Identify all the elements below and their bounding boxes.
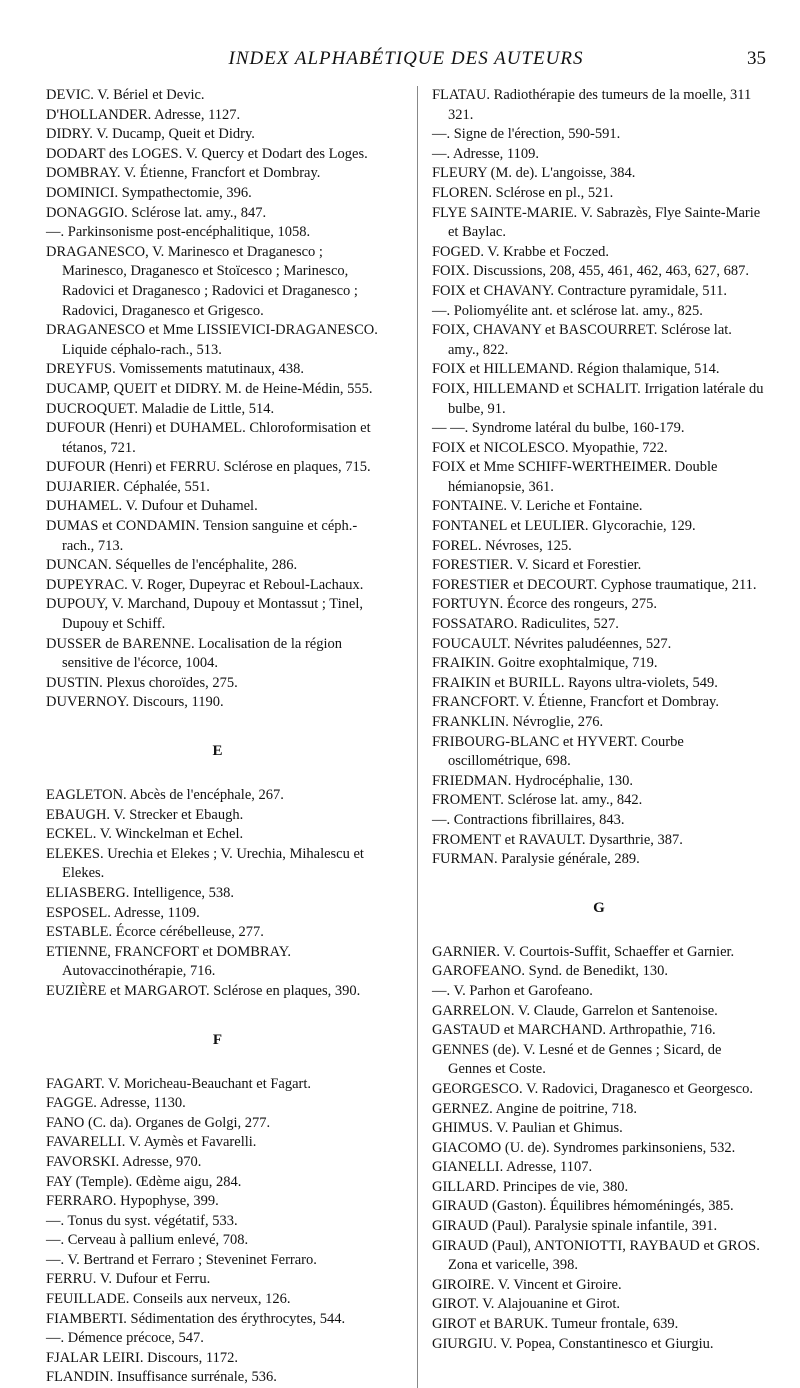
index-entry: ETIENNE, FRANCFORT et DOMBRAY. Autovaccinothérapie, 716. bbox=[46, 943, 291, 980]
index-entry: FONTAINE. V. Leriche et Fontaine. bbox=[431, 498, 643, 515]
index-entry: FANO (C. da). Organes de Golgi, 277. bbox=[46, 1114, 271, 1131]
index-entry: GIRAUD (Paul), ANTONIOTTI, RAYBAUD et GROS. Zona et varicelle, 398. bbox=[431, 1237, 760, 1274]
index-entry: ESPOSEL. Adresse, 1109. bbox=[46, 904, 200, 921]
index-entry: DOMINICI. Sympathectomie, 396. bbox=[46, 184, 252, 201]
index-entry: GHIMUS. V. Paulian et Ghimus. bbox=[431, 1120, 623, 1137]
index-entry: DOMBRAY. V. Étienne, Francfort et Dombray. bbox=[46, 165, 321, 182]
index-entry: FORESTIER et DECOURT. Cyphose traumatique, 211. bbox=[431, 576, 757, 593]
index-entry: DUPOUY, V. Marchand, Dupouy et Montassut ; Tinel, Dupouy et Schiff. bbox=[46, 596, 364, 633]
page-number: 35 bbox=[747, 48, 766, 69]
index-entry: GIROT. V. Alajouanine et Girot. bbox=[431, 1296, 621, 1313]
index-entry: DUFOUR (Henri) et DUHAMEL. Chloroformisation et tétanos, 721. bbox=[46, 420, 371, 456]
index-entry: FOIX, CHAVANY et BASCOURRET. Sclérose lat. amy., 822. bbox=[431, 322, 732, 358]
index-entry: GARRELON. V. Claude, Garrelon et Santenoise. bbox=[431, 1002, 718, 1019]
index-entry: DRAGANESCO et Mme LISSIEVICI-DRAGANESCO. Liquide céphalo-rach., 513. bbox=[46, 322, 378, 358]
index-entry: ELIASBERG. Intelligence, 538. bbox=[46, 884, 235, 901]
index-entry: —. V. Parhon et Garofeano. bbox=[431, 982, 593, 999]
index-entry: DEVIC. V. Bériel et Devic. bbox=[46, 87, 205, 103]
right-column bbox=[417, 86, 766, 1388]
index-entry: FRIBOURG-BLANC et HYVERT. Courbe oscillométrique, 698. bbox=[431, 733, 684, 770]
index-entry: DIDRY. V. Ducamp, Queit et Didry. bbox=[46, 126, 255, 143]
index-entry: —. Démence précoce, 547. bbox=[46, 1330, 204, 1347]
index-entry: FAGART. V. Moricheau-Beauchant et Fagart. bbox=[46, 1075, 312, 1092]
index-entry: GENNES (de). V. Lesné et de Gennes ; Sicard, de Gennes et Coste. bbox=[431, 1041, 722, 1078]
index-entry: DONAGGIO. Sclérose lat. amy., 847. bbox=[46, 204, 267, 221]
index-entry: FOIX. Discussions, 208, 455, 461, 462, 463, 627, 687. bbox=[431, 263, 749, 280]
list-g bbox=[432, 943, 766, 1354]
index-entry: FOREL. Névroses, 125. bbox=[431, 537, 572, 554]
index-entry: FAVARELLI. V. Aymès et Favarelli. bbox=[46, 1134, 257, 1151]
index-entry: FAY (Temple). Œdème aigu, 284. bbox=[46, 1173, 242, 1190]
index-entry: EUZIÈRE et MARGAROT. Sclérose en plaques, 390. bbox=[46, 982, 361, 999]
index-entry: GILLARD. Principes de vie, 380. bbox=[431, 1178, 629, 1195]
index-entry: FOSSATARO. Radiculites, 527. bbox=[431, 616, 619, 633]
list-e bbox=[46, 786, 389, 1002]
index-entry: FORTUYN. Écorce des rongeurs, 275. bbox=[431, 596, 658, 613]
index-entry: DUVERNOY. Discours, 1190. bbox=[46, 694, 224, 711]
index-entry: FAVORSKI. Adresse, 970. bbox=[46, 1153, 202, 1170]
section-heading-f: F bbox=[212, 1031, 223, 1048]
page-header bbox=[46, 48, 766, 72]
index-entry: DUNCAN. Séquelles de l'encéphalite, 286. bbox=[46, 557, 298, 574]
index-entry: ESTABLE. Écorce cérébelleuse, 277. bbox=[46, 924, 264, 941]
index-entry: GERNEZ. Angine de poitrine, 718. bbox=[431, 1100, 637, 1117]
index-entry: DUHAMEL. V. Dufour et Duhamel. bbox=[46, 498, 258, 515]
index-entry: FRAIKIN. Goitre exophtalmique, 719. bbox=[431, 655, 658, 672]
index-entry: DREYFUS. Vomissements matutinaux, 438. bbox=[46, 361, 305, 378]
index-entry: ECKEL. V. Winckelman et Echel. bbox=[46, 826, 244, 843]
index-entry: GIRAUD (Paul). Paralysie spinale infantile, 391. bbox=[431, 1218, 718, 1235]
index-entry: GIACOMO (U. de). Syndromes parkinsoniens, 532. bbox=[431, 1139, 736, 1156]
index-entry: DUSSER de BARENNE. Localisation de la région sensitive de l'écorce, 1004. bbox=[46, 635, 342, 672]
running-title: INDEX ALPHABÉTIQUE DES AUTEURS bbox=[228, 48, 584, 69]
index-entry: FLYE SAINTE-MARIE. V. Sabrazès, Flye Sainte-Marie et Baylac. bbox=[431, 204, 761, 241]
index-entry: FLEURY (M. de). L'angoisse, 384. bbox=[431, 165, 636, 182]
index-entry: ELEKES. Urechia et Elekes ; V. Urechia, Mihalescu et Elekes. bbox=[46, 845, 364, 882]
two-column-index bbox=[46, 86, 766, 1388]
index-entry: DUMAS et CONDAMIN. Tension sanguine et céph.-rach., 713. bbox=[46, 518, 358, 554]
index-entry: FROMENT et RAVAULT. Dysarthrie, 387. bbox=[431, 831, 683, 848]
index-entry: GASTAUD et MARCHAND. Arthropathie, 716. bbox=[431, 1022, 716, 1039]
index-entry: —. Cerveau à pallium enlevé, 708. bbox=[46, 1232, 249, 1249]
index-entry: FOIX, HILLEMAND et SCHALIT. Irrigation latérale du bulbe, 91. bbox=[431, 380, 764, 417]
index-entry: — —. Syndrome latéral du bulbe, 160-179. bbox=[431, 420, 685, 437]
index-entry: FOIX et Mme SCHIFF-WERTHEIMER. Double hémianopsie, 361. bbox=[431, 459, 718, 495]
index-entry: FLANDIN. Insuffisance surrénale, 536. bbox=[46, 1369, 277, 1386]
index-entry: FOUCAULT. Névrites paludéennes, 527. bbox=[431, 635, 672, 652]
index-entry: FEUILLADE. Conseils aux nerveux, 126. bbox=[46, 1291, 291, 1308]
index-entry: FERRU. V. Dufour et Ferru. bbox=[46, 1271, 211, 1288]
index-entry: FROMENT. Sclérose lat. amy., 842. bbox=[431, 792, 643, 809]
index-entry: FONTANEL et LEULIER. Glycorachie, 129. bbox=[431, 518, 696, 535]
section-heading-g: G bbox=[593, 899, 605, 916]
index-entry: D'HOLLANDER. Adresse, 1127. bbox=[46, 106, 241, 123]
index-entry: —. Contractions fibrillaires, 843. bbox=[431, 811, 625, 828]
index-entry: GIANELLI. Adresse, 1107. bbox=[431, 1159, 593, 1176]
index-entry: —. Signe de l'érection, 590-591. bbox=[431, 126, 621, 143]
index-entry: FERRARO. Hypophyse, 399. bbox=[46, 1193, 219, 1210]
index-entry: EAGLETON. Abcès de l'encéphale, 267. bbox=[46, 787, 284, 803]
list-a bbox=[46, 86, 389, 713]
index-entry: GIURGIU. V. Popea, Constantinesco et Giurgiu. bbox=[431, 1335, 714, 1352]
index-entry: DUPEYRAC. V. Roger, Dupeyrac et Reboul-Lachaux. bbox=[46, 576, 364, 593]
index-entry: FLATAU. Radiothérapie des tumeurs de la moelle, 311 321. bbox=[431, 87, 752, 123]
index-entry: EBAUGH. V. Strecker et Ebaugh. bbox=[46, 806, 244, 823]
index-entry: FOIX et HILLEMAND. Région thalamique, 514. bbox=[431, 361, 720, 378]
index-entry: DUCAMP, QUEIT et DIDRY. M. de Heine-Médin, 555. bbox=[46, 380, 373, 397]
index-entry: FOGED. V. Krabbe et Foczed. bbox=[431, 243, 610, 260]
index-entry: FLOREN. Sclérose en pl., 521. bbox=[431, 184, 614, 201]
index-entry: FRANCFORT. V. Étienne, Francfort et Dombray. bbox=[431, 694, 719, 711]
index-entry: —. Parkinsonisme post-encéphalitique, 1058. bbox=[46, 224, 311, 241]
index-entry: DODART des LOGES. V. Quercy et Dodart des Loges. bbox=[46, 145, 368, 162]
index-entry: DRAGANESCO, V. Marinesco et Draganesco ; Marinesco, Draganesco et Stoïcesco ; Marinesco, Radovici et Draganesco ; Radovici et Draganesco ; Radovici, Draganesco et Grigesco. bbox=[46, 243, 358, 319]
list-f-left bbox=[46, 1075, 389, 1388]
index-entry: FOIX et CHAVANY. Contracture pyramidale, 511. bbox=[431, 282, 728, 299]
index-entry: GIROIRE. V. Vincent et Giroire. bbox=[431, 1276, 622, 1293]
index-entry: —. Tonus du syst. végétatif, 533. bbox=[46, 1212, 238, 1229]
index-entry: DUSTIN. Plexus choroïdes, 275. bbox=[46, 674, 238, 691]
index-entry: —. Adresse, 1109. bbox=[431, 145, 539, 162]
left-column bbox=[46, 86, 395, 1388]
index-entry: DUCROQUET. Maladie de Little, 514. bbox=[46, 400, 275, 417]
index-entry: FRAIKIN et BURILL. Rayons ultra-violets, 549. bbox=[431, 674, 718, 691]
index-entry: FAGGE. Adresse, 1130. bbox=[46, 1095, 186, 1112]
index-entry: GAROFEANO. Synd. de Benedikt, 130. bbox=[431, 963, 669, 980]
list-f-right bbox=[432, 86, 766, 870]
index-entry: GIRAUD (Gaston). Équilibres hémoméningés, 385. bbox=[431, 1198, 734, 1215]
section-heading-e: E bbox=[212, 743, 223, 759]
index-entry: GARNIER. V. Courtois-Suffit, Schaeffer et Garnier. bbox=[431, 943, 735, 960]
index-entry: FURMAN. Paralysie générale, 289. bbox=[431, 851, 640, 868]
index-entry: GIROT et BARUK. Tumeur frontale, 639. bbox=[431, 1316, 679, 1333]
index-entry: FORESTIER. V. Sicard et Forestier. bbox=[431, 557, 642, 574]
index-entry: GEORGESCO. V. Radovici, Draganesco et Georgesco. bbox=[431, 1080, 753, 1097]
index-entry: FOIX et NICOLESCO. Myopathie, 722. bbox=[431, 439, 668, 456]
index-entry: FJALAR LEIRI. Discours, 1172. bbox=[46, 1349, 238, 1366]
index-entry: FIAMBERTI. Sédimentation des érythrocytes, 544. bbox=[46, 1310, 346, 1327]
index-entry: FRIEDMAN. Hydrocéphalie, 130. bbox=[431, 772, 633, 789]
index-entry: DUJARIER. Céphalée, 551. bbox=[46, 478, 210, 495]
index-entry: —. V. Bertrand et Ferraro ; Steveninet Ferraro. bbox=[46, 1251, 317, 1268]
index-entry: DUFOUR (Henri) et FERRU. Sclérose en plaques, 715. bbox=[46, 459, 371, 476]
index-entry: FRANKLIN. Névroglie, 276. bbox=[431, 714, 604, 730]
index-entry: —. Poliomyélite ant. et sclérose lat. amy., 825. bbox=[431, 302, 703, 319]
